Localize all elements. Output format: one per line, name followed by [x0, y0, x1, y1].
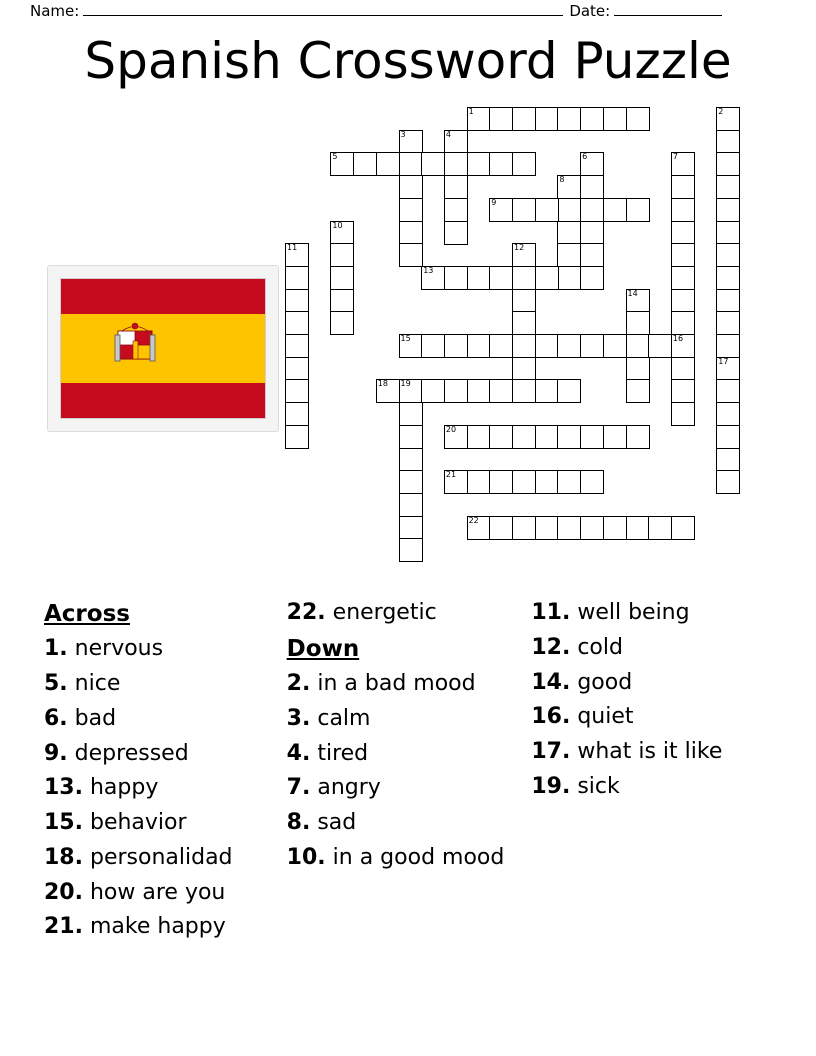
cell-number: 2: [718, 107, 724, 116]
flag-image: [60, 278, 266, 419]
crossword-cell[interactable]: [671, 198, 695, 222]
crossword-cell[interactable]: [671, 152, 695, 176]
name-input-line[interactable]: [83, 4, 563, 16]
crossword-cell[interactable]: [716, 402, 740, 426]
crossword-cell[interactable]: [535, 425, 559, 449]
crossword-cell[interactable]: [512, 334, 536, 358]
date-input-line[interactable]: [614, 4, 722, 16]
clue-number: 5.: [44, 671, 68, 697]
crossword-cell[interactable]: [399, 198, 423, 222]
crossword-cell[interactable]: [330, 152, 354, 176]
clue-number: 9.: [44, 740, 68, 766]
clue-number: 17.: [531, 739, 571, 764]
cell-number: 8: [559, 175, 565, 185]
clue-across-20: [44, 876, 277, 911]
clue-down-8: [287, 806, 522, 841]
crossword-cell[interactable]: [557, 516, 581, 540]
crossword-cell[interactable]: [626, 198, 650, 222]
crossword-cell[interactable]: [512, 516, 536, 540]
cell-number: 7: [672, 152, 678, 162]
coat-of-arms-icon: [114, 321, 156, 373]
clue-across-18: [44, 841, 277, 876]
clue-text: angry: [317, 775, 381, 801]
clue-across-15: [44, 806, 277, 841]
crossword-cell[interactable]: [330, 221, 354, 245]
crossword-cell[interactable]: [512, 379, 536, 403]
crossword-cell[interactable]: [580, 175, 604, 199]
clue-number: 3.: [286, 705, 311, 731]
clue-down-14: [531, 666, 764, 701]
crossword-cell[interactable]: [512, 425, 536, 449]
crossword-cell[interactable]: [557, 425, 581, 449]
crossword-cell[interactable]: [603, 516, 627, 540]
clue-down-16: [531, 700, 764, 735]
crossword-cell[interactable]: [489, 425, 513, 449]
page-title: Spanish Crossword Puzzle: [84, 32, 732, 90]
crossword-cell[interactable]: [716, 130, 740, 154]
crossword-cell[interactable]: [716, 311, 740, 335]
crossword-cell[interactable]: [716, 470, 740, 494]
crossword-cell[interactable]: [580, 516, 604, 540]
crossword-cell[interactable]: [557, 221, 581, 245]
crossword-cell[interactable]: [535, 516, 559, 540]
crossword-cell[interactable]: [421, 266, 445, 290]
clue-across-1: [44, 632, 277, 667]
clue-text: well being: [577, 600, 690, 625]
crossword-cell[interactable]: [580, 107, 604, 131]
crossword-cell[interactable]: [489, 152, 513, 176]
cell-number: 13: [423, 265, 434, 275]
clue-number: 19.: [531, 773, 571, 799]
crossword-cell[interactable]: [557, 198, 581, 222]
crossword-cell[interactable]: [512, 152, 536, 176]
crossword-cell[interactable]: [399, 402, 423, 426]
crossword-cell[interactable]: [626, 311, 650, 335]
crossword-cell[interactable]: [671, 311, 695, 335]
cell-number: 14: [627, 288, 638, 298]
cell-number: 18: [377, 379, 388, 389]
clue-column-3: [531, 596, 774, 945]
crossword-cell[interactable]: [285, 243, 309, 267]
clue-across-21: [44, 910, 277, 945]
crossword-cell[interactable]: [512, 243, 536, 267]
crossword-cell[interactable]: [285, 266, 309, 290]
crossword-cell[interactable]: [512, 289, 536, 313]
crossword-cell[interactable]: [285, 379, 309, 403]
clue-number: 13.: [44, 775, 83, 801]
crossword-cell[interactable]: [535, 266, 559, 290]
crossword-cell[interactable]: [716, 334, 740, 358]
crossword-cell[interactable]: [580, 334, 604, 358]
cell-number: 4: [445, 129, 451, 139]
crossword-cell[interactable]: [557, 379, 581, 403]
clue-number: 7.: [286, 775, 311, 801]
clue-text: happy: [89, 775, 159, 801]
crossword-cell[interactable]: [489, 198, 513, 222]
clue-down-11: [531, 596, 764, 631]
crossword-cell[interactable]: [626, 289, 650, 313]
clue-number: 14.: [531, 669, 571, 695]
crossword-cell[interactable]: [399, 152, 423, 176]
crossword-cell[interactable]: [716, 357, 740, 381]
cell-number: 15: [400, 334, 411, 343]
clue-text: energetic: [332, 600, 437, 625]
clue-text: sick: [577, 773, 620, 799]
clue-text: behavior: [89, 810, 187, 836]
crossword-cell[interactable]: [626, 425, 650, 449]
crossword-cell[interactable]: [512, 311, 536, 335]
crossword-cell[interactable]: [580, 470, 604, 494]
crossword-cell[interactable]: [285, 311, 309, 335]
cell-number: 5: [332, 152, 338, 162]
crossword-cell[interactable]: [580, 243, 604, 267]
clue-text: sad: [317, 810, 357, 836]
crossword-cell[interactable]: [557, 243, 581, 267]
clue-lists: [44, 596, 774, 945]
crossword-cell[interactable]: [557, 470, 581, 494]
cell-number: 3: [400, 129, 406, 139]
crossword-cell[interactable]: [285, 289, 309, 313]
crossword-cell[interactable]: [716, 266, 740, 290]
clue-text: tired: [317, 740, 369, 766]
clue-number: 4.: [286, 740, 311, 766]
cell-number: 12: [514, 243, 525, 253]
clue-down-7: [287, 771, 522, 806]
crossword-cell[interactable]: [421, 379, 445, 403]
crossword-cell[interactable]: [580, 152, 604, 176]
clue-text: bad: [74, 705, 117, 731]
crossword-cell[interactable]: [671, 379, 695, 403]
crossword-cell[interactable]: [716, 175, 740, 199]
clue-text: in a good mood: [332, 844, 505, 870]
clue-number: 15.: [44, 810, 83, 836]
crossword-cell[interactable]: [671, 175, 695, 199]
clue-across-22: [287, 596, 522, 631]
crossword-cell[interactable]: [557, 334, 581, 358]
crossword-cell[interactable]: [557, 266, 581, 290]
crossword-cell[interactable]: [399, 493, 423, 517]
clue-across-6: [44, 702, 277, 737]
crossword-cell[interactable]: [512, 198, 536, 222]
clue-text: nice: [74, 671, 121, 697]
crossword-cell[interactable]: [603, 334, 627, 358]
clue-down-19: [531, 770, 764, 805]
crossword-cell[interactable]: [399, 425, 423, 449]
crossword-cell[interactable]: [444, 425, 468, 449]
clue-down-3: [287, 702, 522, 737]
clue-down-12: [531, 631, 764, 666]
flag-stripe-top: [61, 279, 265, 314]
crossword-cell[interactable]: [399, 470, 423, 494]
crossword-cell[interactable]: [467, 470, 491, 494]
crossword-cell[interactable]: [489, 379, 513, 403]
crossword-cell[interactable]: [603, 425, 627, 449]
crossword-cell[interactable]: [444, 266, 468, 290]
cell-number: 22: [468, 515, 479, 525]
crossword-cell[interactable]: [671, 402, 695, 426]
crossword-cell[interactable]: [444, 470, 468, 494]
crossword-cell[interactable]: [444, 221, 468, 245]
crossword-cell[interactable]: [580, 221, 604, 245]
clue-number: 21.: [44, 914, 83, 940]
crossword-cell[interactable]: [489, 334, 513, 358]
cell-number: 9: [491, 197, 497, 207]
crossword-cell[interactable]: [512, 107, 536, 131]
cell-number: 11: [287, 243, 298, 253]
cell-number: 20: [445, 424, 457, 434]
crossword-cell[interactable]: [467, 379, 491, 403]
crossword-cell[interactable]: [557, 107, 581, 131]
clue-text: in a bad mood: [317, 671, 476, 697]
crossword-cell[interactable]: [626, 334, 650, 358]
clue-text: depressed: [74, 740, 189, 766]
clue-number: 2.: [286, 671, 311, 697]
cell-number: 19: [400, 379, 411, 389]
crossword-cell[interactable]: [444, 130, 468, 154]
crossword-cell[interactable]: [285, 334, 309, 358]
crossword-cell[interactable]: [467, 516, 491, 540]
crossword-cell[interactable]: [671, 266, 695, 290]
crossword-cell[interactable]: [535, 107, 559, 131]
cell-number: 10: [332, 220, 343, 230]
crossword-cell[interactable]: [580, 425, 604, 449]
crossword-cell[interactable]: [557, 175, 581, 199]
date-label: Date:: [569, 2, 611, 20]
clue-number: 11.: [531, 600, 571, 625]
clue-number: 10.: [286, 844, 326, 870]
cell-number: 17: [718, 356, 729, 366]
crossword-cell[interactable]: [716, 221, 740, 245]
crossword-cell[interactable]: [512, 470, 536, 494]
crossword-cell[interactable]: [399, 379, 423, 403]
crossword-cell[interactable]: [580, 266, 604, 290]
crossword-cell[interactable]: [626, 357, 650, 381]
crossword-cell[interactable]: [489, 107, 513, 131]
crossword-cell[interactable]: [671, 516, 695, 540]
clue-text: calm: [317, 705, 371, 731]
crossword-cell[interactable]: [512, 357, 536, 381]
cell-number: 6: [582, 152, 588, 162]
cell-number: 21: [445, 470, 457, 480]
crossword-cell[interactable]: [580, 198, 604, 222]
crossword-cell[interactable]: [399, 448, 423, 472]
crossword-cell[interactable]: [399, 334, 423, 358]
clue-down-4: [287, 737, 522, 772]
clue-text: make happy: [89, 914, 226, 940]
across-heading: Across: [44, 601, 130, 627]
crossword-cell[interactable]: [716, 243, 740, 267]
crossword-cell[interactable]: [716, 289, 740, 313]
clue-number: 8.: [286, 810, 311, 836]
clue-column-1: [44, 596, 287, 945]
crossword-cell[interactable]: [444, 198, 468, 222]
crossword-cell[interactable]: [421, 334, 445, 358]
crossword-cell[interactable]: [535, 470, 559, 494]
crossword-cell[interactable]: [671, 334, 695, 358]
flag-stripe-bottom: [61, 383, 265, 418]
crossword-cell[interactable]: [671, 289, 695, 313]
clue-number: 22.: [286, 600, 326, 625]
crossword-cell[interactable]: [648, 334, 672, 358]
crossword-cell[interactable]: [330, 266, 354, 290]
clue-down-10: [287, 841, 522, 876]
crossword-cell[interactable]: [716, 448, 740, 472]
clue-text: personalidad: [89, 844, 233, 870]
clue-number: 1.: [44, 636, 68, 662]
crossword-cell[interactable]: [444, 175, 468, 199]
crossword-cell[interactable]: [671, 243, 695, 267]
crossword-cell[interactable]: [376, 379, 400, 403]
crossword-cell[interactable]: [399, 243, 423, 267]
crossword-cell[interactable]: [671, 357, 695, 381]
crossword-cell[interactable]: [489, 470, 513, 494]
cell-number: 1: [468, 107, 474, 116]
crossword-cell[interactable]: [489, 266, 513, 290]
crossword-cell[interactable]: [376, 152, 400, 176]
down-heading: Down: [286, 635, 360, 662]
clue-text: what is it like: [577, 739, 723, 764]
clue-column-2: [287, 596, 532, 945]
crossword-cell[interactable]: [330, 289, 354, 313]
crossword-cell[interactable]: [648, 516, 672, 540]
clue-down-2: [287, 667, 522, 702]
crossword-cell[interactable]: [467, 107, 491, 131]
crossword-cell[interactable]: [285, 402, 309, 426]
clue-number: 20.: [44, 879, 83, 905]
crossword-cell[interactable]: [489, 516, 513, 540]
crossword-cell[interactable]: [716, 198, 740, 222]
clue-across-13: [44, 771, 277, 806]
crossword-cell[interactable]: [467, 425, 491, 449]
crossword-cell[interactable]: [512, 266, 536, 290]
crossword-cell[interactable]: [535, 379, 559, 403]
crossword-cell[interactable]: [399, 130, 423, 154]
clue-number: 6.: [44, 705, 68, 731]
clue-text: quiet: [577, 704, 634, 730]
crossword-cell[interactable]: [444, 379, 468, 403]
crossword-cell[interactable]: [399, 175, 423, 199]
crossword-cell[interactable]: [285, 425, 309, 449]
crossword-cell[interactable]: [285, 357, 309, 381]
name-date-row: [30, 2, 786, 20]
crossword-cell[interactable]: [330, 311, 354, 335]
crossword-cell[interactable]: [467, 334, 491, 358]
crossword-cell[interactable]: [603, 198, 627, 222]
crossword-cell[interactable]: [399, 221, 423, 245]
crossword-cell[interactable]: [626, 516, 650, 540]
crossword-cell[interactable]: [626, 107, 650, 131]
crossword-cell[interactable]: [716, 107, 740, 131]
name-label: Name:: [30, 2, 80, 20]
clue-text: how are you: [89, 879, 226, 905]
crossword-cell[interactable]: [535, 198, 559, 222]
crossword-cell[interactable]: [444, 334, 468, 358]
crossword-cell[interactable]: [716, 379, 740, 403]
crossword-cell[interactable]: [467, 152, 491, 176]
crossword-cell[interactable]: [716, 152, 740, 176]
crossword-cell[interactable]: [421, 152, 445, 176]
clue-text: nervous: [74, 636, 164, 662]
clue-across-5: [44, 667, 277, 702]
crossword-cell[interactable]: [535, 334, 559, 358]
clue-text: good: [577, 669, 633, 695]
clue-number: 18.: [44, 844, 83, 870]
clue-number: 16.: [531, 704, 571, 730]
crossword-cell[interactable]: [330, 243, 354, 267]
crossword-cell[interactable]: [626, 379, 650, 403]
clue-number: 12.: [531, 634, 571, 660]
crossword-cell[interactable]: [467, 266, 491, 290]
cell-number: 16: [672, 334, 684, 343]
crossword-cell[interactable]: [716, 425, 740, 449]
clue-text: cold: [577, 634, 623, 660]
clue-across-9: [44, 737, 277, 772]
crossword-cell[interactable]: [603, 107, 627, 131]
crossword-cell[interactable]: [399, 516, 423, 540]
flag-stripe-middle: [61, 314, 265, 384]
crossword-cell[interactable]: [399, 538, 423, 562]
crossword-cell[interactable]: [444, 152, 468, 176]
spain-flag-stamp: [48, 266, 278, 431]
crossword-cell[interactable]: [671, 221, 695, 245]
clue-down-17: [531, 735, 764, 770]
crossword-cell[interactable]: [353, 152, 377, 176]
